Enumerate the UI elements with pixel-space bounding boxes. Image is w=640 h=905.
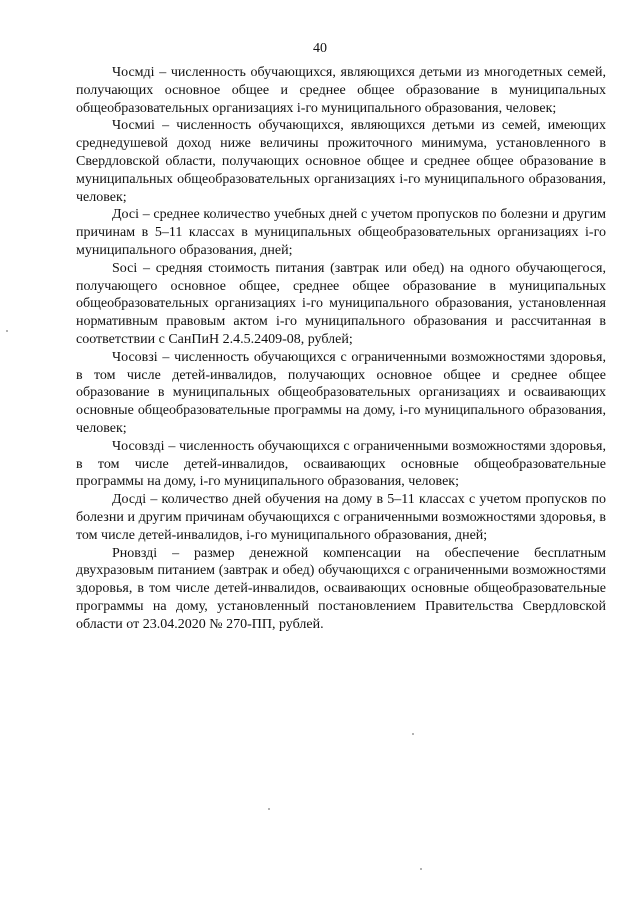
scan-speck (6, 330, 8, 332)
paragraph-dos: Досі – среднее количество учебных дней с учетом пропусков по болезни и другим причинам в 5–11 классах в муниципальных общеобразовательных организациях і-го муниципального образования, дней; (76, 207, 606, 258)
paragraph-sos: Sосі – средняя стоимость питания (завтрак или обед) на одного обучающегося, получающего основное общее, среднее общее образование в муниципальных общеобразовательных организациях і-го муниципального образования, установленная нормативным правовым актом і-го муниципального образования и рассчитанная в соответствии с СанПиН 2.4.5.2409-08, рублей; (76, 260, 606, 347)
paragraph-chosmi: Чосмиі – численность обучающихся, являющихся детьми из семей, имеющих среднедушевой доход ниже величины прожиточного минимума, установленного в Свердловской области, получающих основное общее и среднее общее образование в муниципальных общеобразовательных организациях і-го муниципального образования, человек; (76, 118, 606, 205)
scan-speck (268, 808, 270, 810)
paragraph-dosd: Досді – количество дней обучения на дому в 5–11 классах с учетом пропусков по болезни и другим причинам обучающихся с ограниченными возможностями здоровья, в том числе детей-инвалидов, і-го муниципального образования, дней; (76, 492, 606, 543)
paragraph-chosmd: Чосмді – численность обучающихся, являющихся детьми из многодетных семей, получающих основное общее и среднее общее образование в муниципальных общеобразовательных организациях і-го муниципального образования, человек; (76, 65, 606, 116)
paragraph-rnovzd: Рновзді – размер денежной компенсации на обеспечение бесплатным двухразовым питанием (завтрак и обед) обучающихся с ограниченными возможностями здоровья, в том числе детей-инвалидов, осваивающих основные общеобразовательные программы на дому, установленный постановлением Правительства Свердловской области от 23.04.2020 № 270-ПП, рублей. (76, 545, 606, 632)
paragraph-chosovz: Чосовзі – численность обучающихся с ограниченными возможностями здоровья, в том числе детей-инвалидов, получающих основное общее и среднее общее образование в муниципальных общеобразовательных организациях и осваивающих основные общеобразовательные программы на дому, і-го муниципального образования, человек; (76, 349, 606, 436)
page-number: 40 (313, 41, 327, 56)
document-body (76, 64, 606, 634)
paragraph-chosovzd: Чосовзді – численность обучающихся с ограниченными возможностями здоровья, в том числе детей-инвалидов, осваивающих основные общеобразовательные программы на дому, і-го муниципального образования, человек; (76, 438, 606, 490)
scan-speck (420, 868, 422, 870)
scan-speck (412, 733, 414, 735)
